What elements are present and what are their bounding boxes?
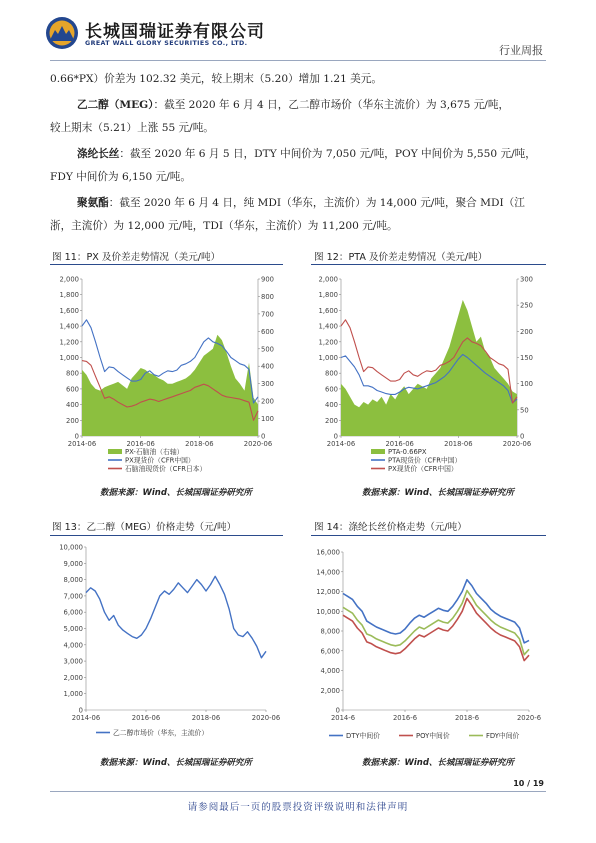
y-tick-label: 1,200	[318, 338, 338, 347]
y-tick-label: 2,000	[318, 275, 338, 284]
y-tick-label: 4,000	[320, 667, 340, 675]
y2-tick-label: 500	[261, 345, 274, 354]
fig12-source: 数据来源：Wind、长城国瑞证券研究所	[362, 488, 514, 498]
y-tick-label: 0	[333, 432, 338, 441]
legend-label: FDY中间价	[486, 732, 520, 740]
fig11-rule	[50, 264, 283, 265]
legend-label: PX现货价（CFR中国）	[388, 465, 458, 473]
legend-label: PX-石脑油（右轴）	[125, 448, 184, 456]
x-tick-label: 2020-06	[243, 440, 273, 448]
paragraph-meg-line1	[77, 95, 509, 115]
fig12-chart	[311, 268, 546, 483]
y-tick-label: 1,800	[59, 291, 79, 300]
y-tick-label: 1,200	[59, 338, 79, 347]
y-tick-label: 1,400	[59, 322, 79, 331]
y2-tick-label: 100	[520, 380, 533, 389]
legend-swatch	[371, 449, 385, 454]
y2-tick-label: 250	[520, 301, 533, 310]
logo-emblem-icon	[45, 16, 79, 50]
x-tick-label: 2016-6	[392, 714, 418, 722]
y2-tick-label: 50	[520, 406, 529, 415]
y2-tick-label: 100	[261, 415, 274, 424]
x-tick-label: 2018-6	[454, 714, 480, 722]
y2-tick-label: 200	[520, 327, 533, 336]
fig14-title: 图 14：涤纶长丝价格走势（元/吨）	[314, 522, 467, 533]
x-tick-label: 2014-06	[67, 440, 97, 448]
x-tick-label: 2018-06	[191, 714, 221, 722]
paragraph-meg-line2: 较上期末（5.21）上涨 55 元/吨。	[50, 122, 214, 134]
legend-label: 石脑油现货价（CFR日本）	[125, 465, 207, 473]
y-tick-label: 9,000	[63, 559, 83, 568]
y-tick-label: 5,000	[63, 625, 83, 633]
y-tick-label: 400	[325, 401, 338, 410]
x-tick-label: 2020-6	[516, 714, 542, 722]
y-tick-label: 10,000	[59, 543, 83, 552]
polyester-text-1: ：截至 2020 年 6 月 5 日，DTY 中间价为 7,050 元/吨，POY 中间价为 5,550 元/吨，	[119, 148, 536, 160]
y2-tick-label: 200	[261, 397, 274, 406]
x-tick-label: 2018-06	[444, 440, 473, 448]
x-tick-label: 2016-06	[131, 714, 161, 722]
y-tick-label: 600	[66, 385, 79, 394]
fig14-source: 数据来源：Wind、长城国瑞证券研究所	[362, 758, 514, 768]
y-tick-label: 8,000	[320, 627, 340, 636]
series-line-1	[343, 598, 529, 660]
y2-tick-label: 150	[520, 354, 533, 362]
y-tick-label: 16,000	[316, 548, 340, 557]
y-tick-label: 0	[335, 706, 340, 715]
legend-label: POY中间价	[416, 732, 450, 740]
meg-text-1: ：截至 2020 年 6 月 4 日，乙二醇市场价（华东主流价）为 3,675 元/吨，	[153, 99, 510, 111]
fig13-rule	[50, 535, 283, 536]
y-tick-label: 4,000	[63, 641, 83, 650]
y-tick-label: 8,000	[63, 576, 83, 585]
fig12-rule	[311, 264, 546, 265]
y-tick-label: 1,400	[318, 322, 338, 331]
y-tick-label: 1,600	[318, 306, 338, 315]
y2-tick-label: 400	[261, 362, 274, 371]
x-tick-label: 2014-06	[326, 440, 356, 448]
legend-label: PX现货价（CFR中国）	[125, 456, 195, 465]
y2-tick-label: 300	[261, 380, 274, 389]
fig11-chart	[50, 268, 283, 483]
paragraph-pu-line2: 浙，主流价）为 12,000 元/吨，TDI（华东，主流价）为 11,200 元/吨。	[50, 220, 398, 232]
company-logo	[45, 16, 79, 50]
y2-tick-label: 700	[261, 310, 274, 319]
y2-tick-label: 600	[261, 327, 274, 336]
meg-label: 乙二醇（MEG）	[77, 99, 154, 111]
y-tick-label: 3,000	[63, 657, 83, 666]
legend-label: PTA现货价（CFR中国）	[388, 456, 462, 465]
fig13-title: 图 13：乙二醇（MEG）价格走势（元/吨）	[52, 522, 237, 533]
series-line-0	[343, 580, 529, 643]
y-tick-label: 1,000	[59, 354, 79, 362]
paragraph-pu-line1	[77, 193, 525, 213]
y-tick-label: 1,800	[318, 291, 338, 300]
y-tick-label: 200	[66, 416, 79, 425]
legend-label: DTY中间价	[346, 732, 380, 740]
y-tick-label: 800	[325, 369, 338, 378]
y-tick-label: 600	[325, 385, 338, 394]
fig14-chart	[311, 538, 546, 748]
page-number: 10 / 19	[513, 779, 544, 788]
y-tick-label: 2,000	[63, 673, 83, 682]
fig11-title: 图 11：PX 及价差走势情况（美元/吨）	[52, 252, 221, 263]
x-tick-label: 2016-06	[385, 440, 414, 448]
legend-swatch	[108, 449, 122, 454]
x-tick-label: 2014-6	[330, 714, 356, 722]
fig11-source: 数据来源：Wind、长城国瑞证券研究所	[100, 488, 252, 498]
pu-label: 聚氨酯	[77, 197, 109, 209]
y-tick-label: 400	[66, 401, 79, 410]
y-tick-label: 200	[325, 416, 338, 425]
company-name-cn: 长城国瑞证券有限公司	[85, 22, 265, 42]
footer-rule	[50, 791, 546, 792]
fig13-chart	[50, 538, 283, 748]
y-tick-label: 12,000	[316, 588, 340, 596]
pu-text-1: ：截至 2020 年 6 月 4 日，纯 MDI（华东，主流价）为 14,000 元/吨，聚合 MDI（江	[108, 197, 525, 209]
fig12-title: 图 12：PTA 及价差走势情况（美元/吨）	[314, 252, 488, 263]
y2-tick-label: 300	[520, 275, 533, 284]
series-area-0	[82, 335, 258, 436]
y2-tick-label: 0	[520, 432, 525, 441]
x-tick-label: 2016-06	[126, 440, 155, 448]
paragraph-polyester-line1	[77, 144, 536, 164]
report-type: 行业周报	[499, 44, 543, 57]
y-tick-label: 2,000	[59, 275, 79, 284]
fig13-source: 数据来源：Wind、长城国瑞证券研究所	[100, 758, 252, 768]
x-tick-label: 2018-06	[185, 440, 214, 448]
x-tick-label: 2020-06	[251, 714, 281, 722]
fig14-rule	[311, 535, 546, 536]
header-rule	[50, 60, 546, 61]
y-tick-label: 6,000	[63, 608, 83, 617]
y-tick-label: 7,000	[63, 592, 83, 601]
paragraph-px-spread: 0.66*PX）价差为 102.32 美元，较上期末（5.20）增加 1.21 美元。	[50, 73, 382, 85]
y-tick-label: 0	[78, 706, 83, 715]
paragraph-polyester-line2: FDY 中间价为 6,150 元/吨。	[50, 171, 191, 183]
series-line-0	[86, 576, 266, 658]
y-tick-label: 10,000	[316, 607, 340, 616]
x-tick-label: 2014-06	[71, 714, 101, 722]
y-tick-label: 1,600	[59, 306, 79, 315]
y2-tick-label: 900	[261, 275, 274, 284]
y2-tick-label: 800	[261, 292, 274, 301]
y-tick-label: 800	[66, 369, 79, 378]
series-line-2	[343, 591, 529, 655]
y-tick-label: 6,000	[320, 647, 340, 656]
company-name-en: GREAT WALL GLORY SECURITIES CO., LTD.	[85, 40, 248, 47]
y-tick-label: 2,000	[320, 686, 340, 695]
legend-label: PTA-0.66PX	[388, 448, 427, 456]
footer-disclaimer: 请参阅最后一页的股票投资评级说明和法律声明	[187, 802, 409, 813]
polyester-label: 涤纶长丝	[77, 148, 120, 160]
y2-tick-label: 0	[261, 432, 266, 441]
y-tick-label: 1,000	[318, 354, 338, 362]
y-tick-label: 1,000	[63, 690, 83, 699]
y-tick-label: 14,000	[316, 568, 340, 577]
x-tick-label: 2020-06	[502, 440, 532, 448]
legend-label: 乙二醇市场价（华东，主流价）	[113, 729, 209, 737]
y-tick-label: 0	[74, 432, 79, 441]
